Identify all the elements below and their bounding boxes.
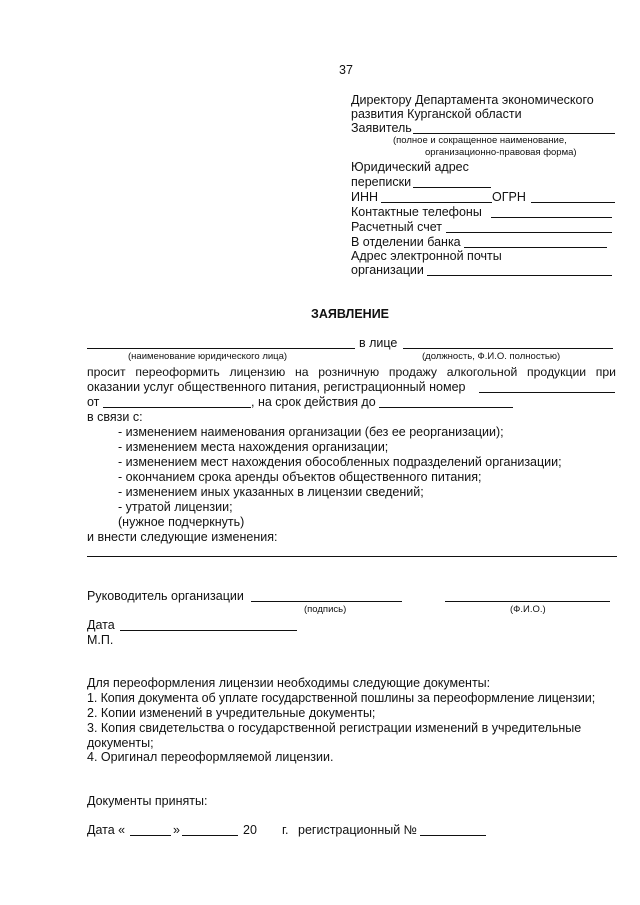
document-item-3: 3. Копия свидетельства о государственной регистрации изменений в учредительные <box>87 721 582 735</box>
email-field-line <box>427 275 612 276</box>
changes-label: и внести следующие изменения: <box>87 530 278 544</box>
acceptance-day-field-line <box>130 835 171 836</box>
legal-entity-field-line <box>87 348 355 349</box>
email-label-1: Адрес электронной почты <box>351 249 502 263</box>
full-name-hint: (Ф.И.О.) <box>510 604 546 615</box>
phones-label: Контактные телефоны <box>351 205 482 219</box>
position-hint: (должность, Ф.И.О. полностью) <box>422 351 561 362</box>
applicant-field-line <box>413 133 615 134</box>
ogrn-field-line <box>531 202 615 203</box>
legal-address-label: Юридический адрес <box>351 160 469 174</box>
applicant-hint-2: организационно-правовая форма) <box>425 147 577 158</box>
registration-number-field-line <box>479 392 615 393</box>
document-title: ЗАЯВЛЕНИЕ <box>311 307 390 321</box>
acceptance-year-suffix: г. <box>282 823 289 837</box>
document-item-4: 4. Оригинал переоформляемой лицензии. <box>87 750 334 764</box>
legal-entity-hint: (наименование юридического лица) <box>128 351 288 362</box>
reason-item: - окончанием срока аренды объектов общественного питания; <box>118 470 482 484</box>
document-item-2: 2. Копии изменений в учредительные документы; <box>87 706 376 720</box>
correspondence-label: переписки <box>351 175 412 189</box>
acceptance-month-field-line <box>182 835 238 836</box>
acceptance-reg-number-field-line <box>420 835 486 836</box>
reason-item: - изменением наименования организации (без ее реорганизации); <box>118 425 504 439</box>
inn-field-line <box>381 202 492 203</box>
from-label: от <box>87 395 100 409</box>
signature-date-field-line <box>120 630 297 631</box>
acceptance-date-label: Дата « <box>87 823 126 837</box>
in-person-label: в лице <box>359 336 398 350</box>
changes-field-line <box>87 556 617 557</box>
ogrn-label: ОГРН <box>492 190 526 204</box>
signature-hint: (подпись) <box>304 604 347 615</box>
email-label-2: организации <box>351 263 424 277</box>
applicant-hint-1: (полное и сокращенное наименование, <box>393 135 567 146</box>
reason-item: - утратой лицензии; <box>118 500 233 514</box>
full-name-field-line <box>445 601 610 602</box>
document-item-1: 1. Копия документа об уплате государственной пошлины за переоформление лицензии; <box>87 691 596 705</box>
representative-field-line <box>403 348 613 349</box>
account-field-line <box>446 232 612 233</box>
correspondence-field-line <box>413 187 491 188</box>
bank-field-line <box>464 247 607 248</box>
applicant-label: Заявитель <box>351 121 412 135</box>
validity-date-field-line <box>379 407 513 408</box>
documents-accepted-label: Документы приняты: <box>87 794 208 808</box>
reason-item: - изменением иных указанных в лицензии сведений; <box>118 485 424 499</box>
signature-date-label: Дата <box>87 618 115 632</box>
phones-field-line <box>491 217 612 218</box>
seal-label: М.П. <box>87 633 114 647</box>
acceptance-quote-close: » <box>173 823 180 837</box>
addressee-line-2: развития Курганской области <box>351 107 522 121</box>
from-date-field-line <box>103 407 251 408</box>
bank-label: В отделении банка <box>351 235 461 249</box>
account-label: Расчетный счет <box>351 220 442 234</box>
page-number: 37 <box>339 63 353 77</box>
request-line-2: оказании услуг общественного питания, регистрационный номер <box>87 380 466 394</box>
registration-number-label: регистрационный № <box>298 823 418 837</box>
reason-item: - изменением места нахождения организации; <box>118 440 389 454</box>
reason-item: - изменением мест нахождения обособленных подразделений организации; <box>118 455 562 469</box>
documents-intro: Для переоформления лицензии необходимы следующие документы: <box>87 676 491 690</box>
validity-label: , на срок действия до <box>251 395 376 409</box>
acceptance-year-prefix: 20 <box>243 823 257 837</box>
head-of-organization-label: Руководитель организации <box>87 589 244 603</box>
document-item-3-continuation: документы; <box>87 736 154 750</box>
addressee-line-1: Директору Департамента экономического <box>351 93 594 107</box>
inn-label: ИНН <box>351 190 379 204</box>
underline-note: (нужное подчеркнуть) <box>118 515 245 529</box>
request-line-1: просит переоформить лицензию на розничную продажу алкогольной продукции при <box>87 365 616 379</box>
signature-field-line <box>251 601 402 602</box>
due-to-label: в связи с: <box>87 410 143 424</box>
